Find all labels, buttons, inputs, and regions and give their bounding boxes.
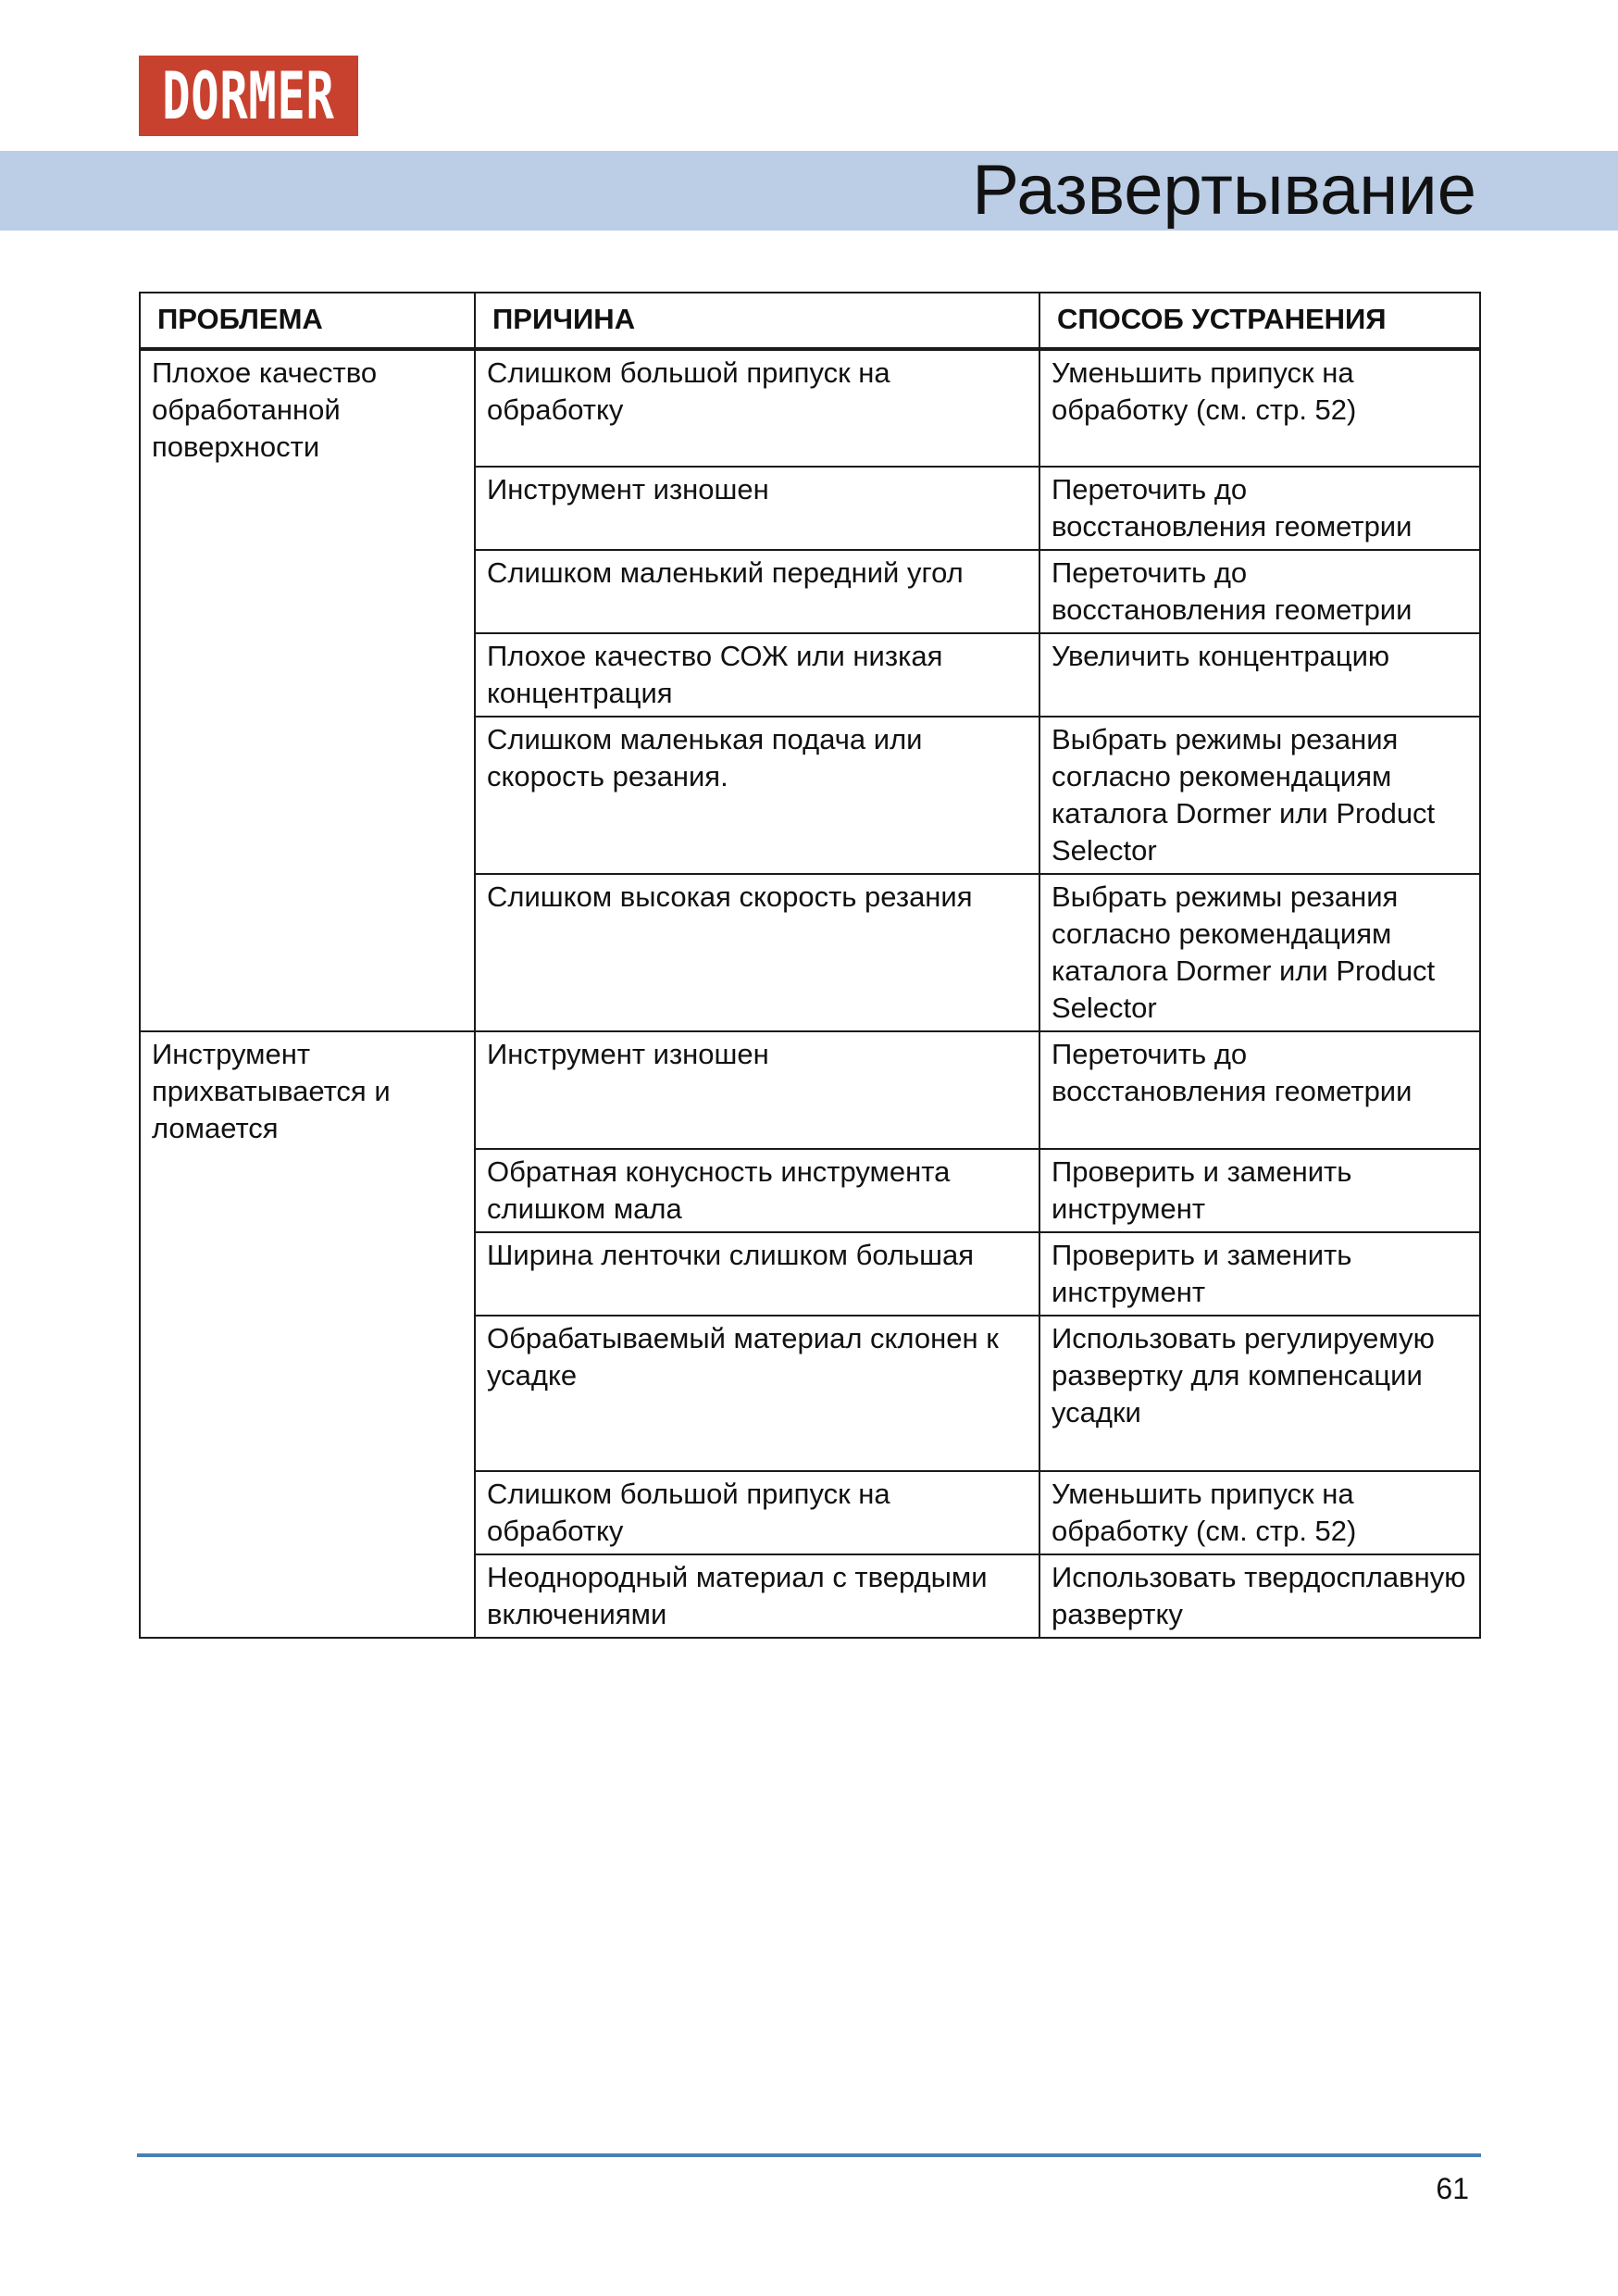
cause-cell: Обратная конусность инструмента слишком мала [475,1149,1039,1232]
table-header-row [140,293,1480,349]
table-row [140,1031,1480,1149]
cause-cell: Слишком маленький передний угол [475,550,1039,633]
cause-cell: Обрабатываемый материал склонен к усадке [475,1316,1039,1471]
cause-cell: Неоднородный материал с твердыми включениями [475,1554,1039,1638]
remedy-cell: Переточить до восстановления геометрии [1039,467,1480,550]
remedy-cell: Использовать твердосплавную развертку [1039,1554,1480,1638]
title-band [0,151,1618,231]
remedy-cell: Переточить до восстановления геометрии [1039,1031,1480,1149]
remedy-cell: Переточить до восстановления геометрии [1039,550,1480,633]
column-header-cause: ПРИЧИНА [475,293,1039,349]
footer-divider [137,2153,1481,2157]
cause-cell: Инструмент изношен [475,467,1039,550]
problem-cell: Инструмент прихватывается и ломается [140,1031,475,1638]
cause-cell: Слишком маленькая подача или скорость резания. [475,717,1039,874]
cause-cell: Плохое качество СОЖ или низкая концентрация [475,633,1039,717]
page-title: Развертывание [972,151,1476,230]
cause-cell: Слишком высокая скорость резания [475,874,1039,1031]
cause-cell: Ширина ленточки слишком большая [475,1232,1039,1316]
cause-cell: Слишком большой припуск на обработку [475,349,1039,467]
column-header-problem: ПРОБЛЕМА [140,293,475,349]
remedy-cell: Уменьшить припуск на обработку (см. стр. 52) [1039,349,1480,467]
remedy-cell: Выбрать режимы резания согласно рекомендациям каталога Dormer или Product Selector [1039,717,1480,874]
cause-cell: Слишком большой припуск на обработку [475,1471,1039,1554]
dormer-logo [139,56,358,136]
remedy-cell: Использовать регулируемую развертку для компенсации усадки [1039,1316,1480,1471]
column-header-remedy: СПОСОБ УСТРАНЕНИЯ [1039,293,1480,349]
troubleshooting-table [139,292,1481,1639]
page-number: 61 [1436,2172,1469,2205]
remedy-cell: Проверить и заменить инструмент [1039,1149,1480,1232]
problem-cell: Плохое качество обработанной поверхности [140,349,475,1031]
cause-cell: Инструмент изношен [475,1031,1039,1149]
remedy-cell: Увеличить концентрацию [1039,633,1480,717]
remedy-cell: Проверить и заменить инструмент [1039,1232,1480,1316]
remedy-cell: Уменьшить припуск на обработку (см. стр. 52) [1039,1471,1480,1554]
logo-text: DORMER [162,57,335,134]
remedy-cell: Выбрать режимы резания согласно рекомендациям каталога Dormer или Product Selector [1039,874,1480,1031]
table-row [140,349,1480,467]
